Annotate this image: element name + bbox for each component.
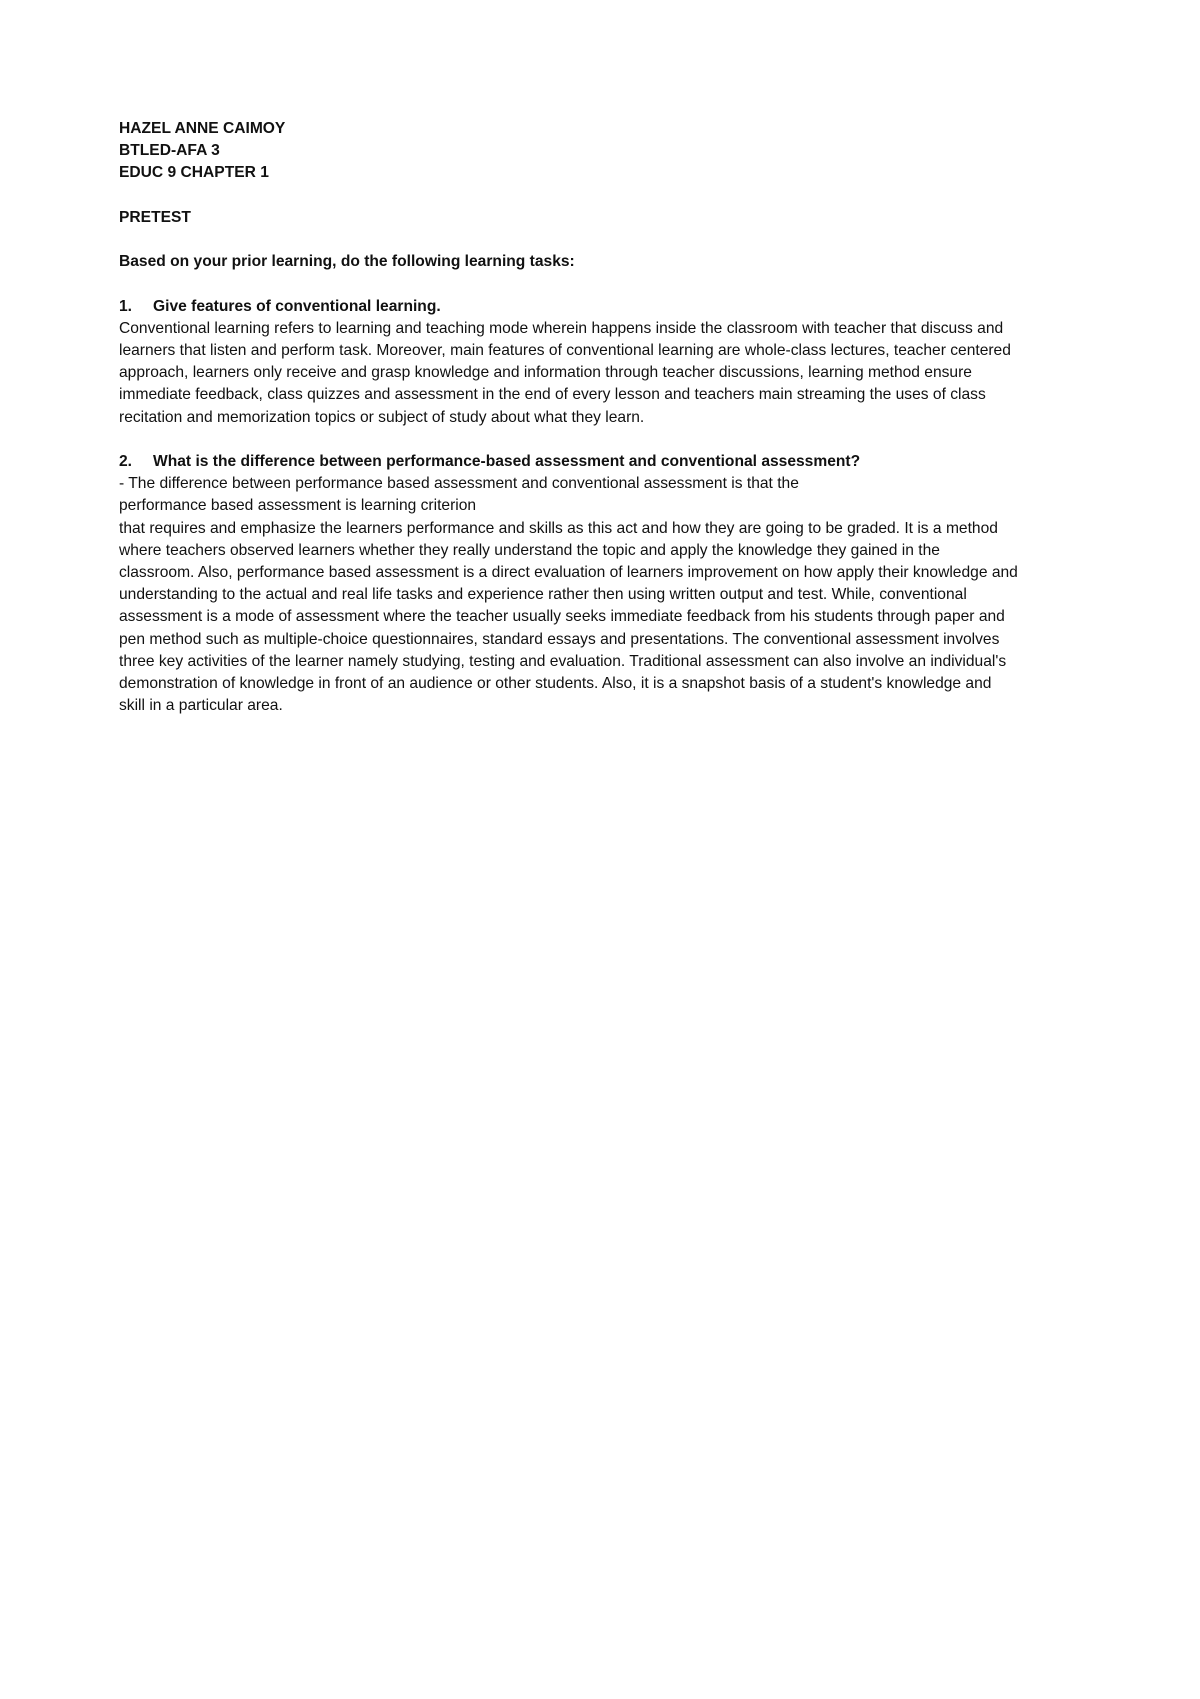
- answer-line: three key activities of the learner namely studying, testing and evaluation. Traditional assessment can also involve an individual's: [119, 652, 1007, 670]
- question-1: [119, 296, 1089, 429]
- spacer: [119, 429, 1089, 451]
- spacer: [119, 229, 1089, 251]
- question-2-prompt: What is the difference between performance-based assessment and conventional assessment?: [153, 452, 861, 470]
- spacer: [119, 185, 1089, 207]
- question-1-number: 1.: [119, 297, 133, 315]
- answer-line: pen method such as multiple-choice questionnaires, standard essays and presentations. The conventional assessment involves: [119, 630, 1000, 648]
- answer-line: assessment is a mode of assessment where the teacher usually seeks immediate feedback from his students through paper and: [119, 608, 1005, 626]
- question-1-prompt: Give features of conventional learning.: [153, 297, 441, 315]
- spacer: [119, 273, 1089, 295]
- question-2: [119, 451, 1089, 717]
- course-chapter: EDUC 9 CHAPTER 1: [119, 164, 269, 182]
- answer-line: - The difference between performance based assessment and conventional assessment is that the: [119, 475, 799, 493]
- question-1-answer: [119, 318, 1089, 429]
- answer-line: recitation and memorization topics or subject of study about what they learn.: [119, 408, 645, 426]
- document-body: [119, 118, 1089, 717]
- answer-line: performance based assessment is learning criterion: [119, 497, 477, 515]
- answer-line: demonstration of knowledge in front of an audience or other students. Also, it is a snapshot basis of a student's knowledge and: [119, 675, 992, 693]
- student-section: BTLED-AFA 3: [119, 142, 220, 160]
- answer-line: classroom. Also, performance based assessment is a direct evaluation of learners improvement on how apply their knowledge and: [119, 564, 1018, 581]
- student-name: HAZEL ANNE CAIMOY: [119, 120, 286, 137]
- answer-line: learners that listen and perform task. Moreover, main features of conventional learning are whole-class lectures, teacher centered: [119, 341, 1011, 359]
- answer-line: Conventional learning refers to learning and teaching mode wherein happens inside the classroom with teacher that discuss and: [119, 319, 1004, 337]
- answer-line: skill in a particular area.: [119, 697, 283, 715]
- answer-line: where teachers observed learners whether they really understand the topic and apply the knowledge they gained in the: [119, 541, 940, 559]
- question-1-heading: [119, 296, 1089, 318]
- answer-line: immediate feedback, class quizzes and assessment in the end of every lesson and teachers main streaming the uses of class: [119, 386, 986, 404]
- pretest-title: PRETEST: [119, 208, 191, 226]
- question-2-answer: [119, 473, 1089, 717]
- answer-line: approach, learners only receive and grasp knowledge and information through teacher discussions, learning method ensure: [119, 364, 972, 382]
- answer-line: understanding to the actual and real life tasks and experience rather then using written output and test. While, conventional: [119, 586, 967, 604]
- question-2-number: 2.: [119, 452, 133, 470]
- answer-line: that requires and emphasize the learners performance and skills as this act and how they are going to be graded. It is a method: [119, 519, 998, 537]
- pretest-instruction: Based on your prior learning, do the following learning tasks:: [119, 253, 575, 271]
- question-2-heading: [119, 451, 1089, 473]
